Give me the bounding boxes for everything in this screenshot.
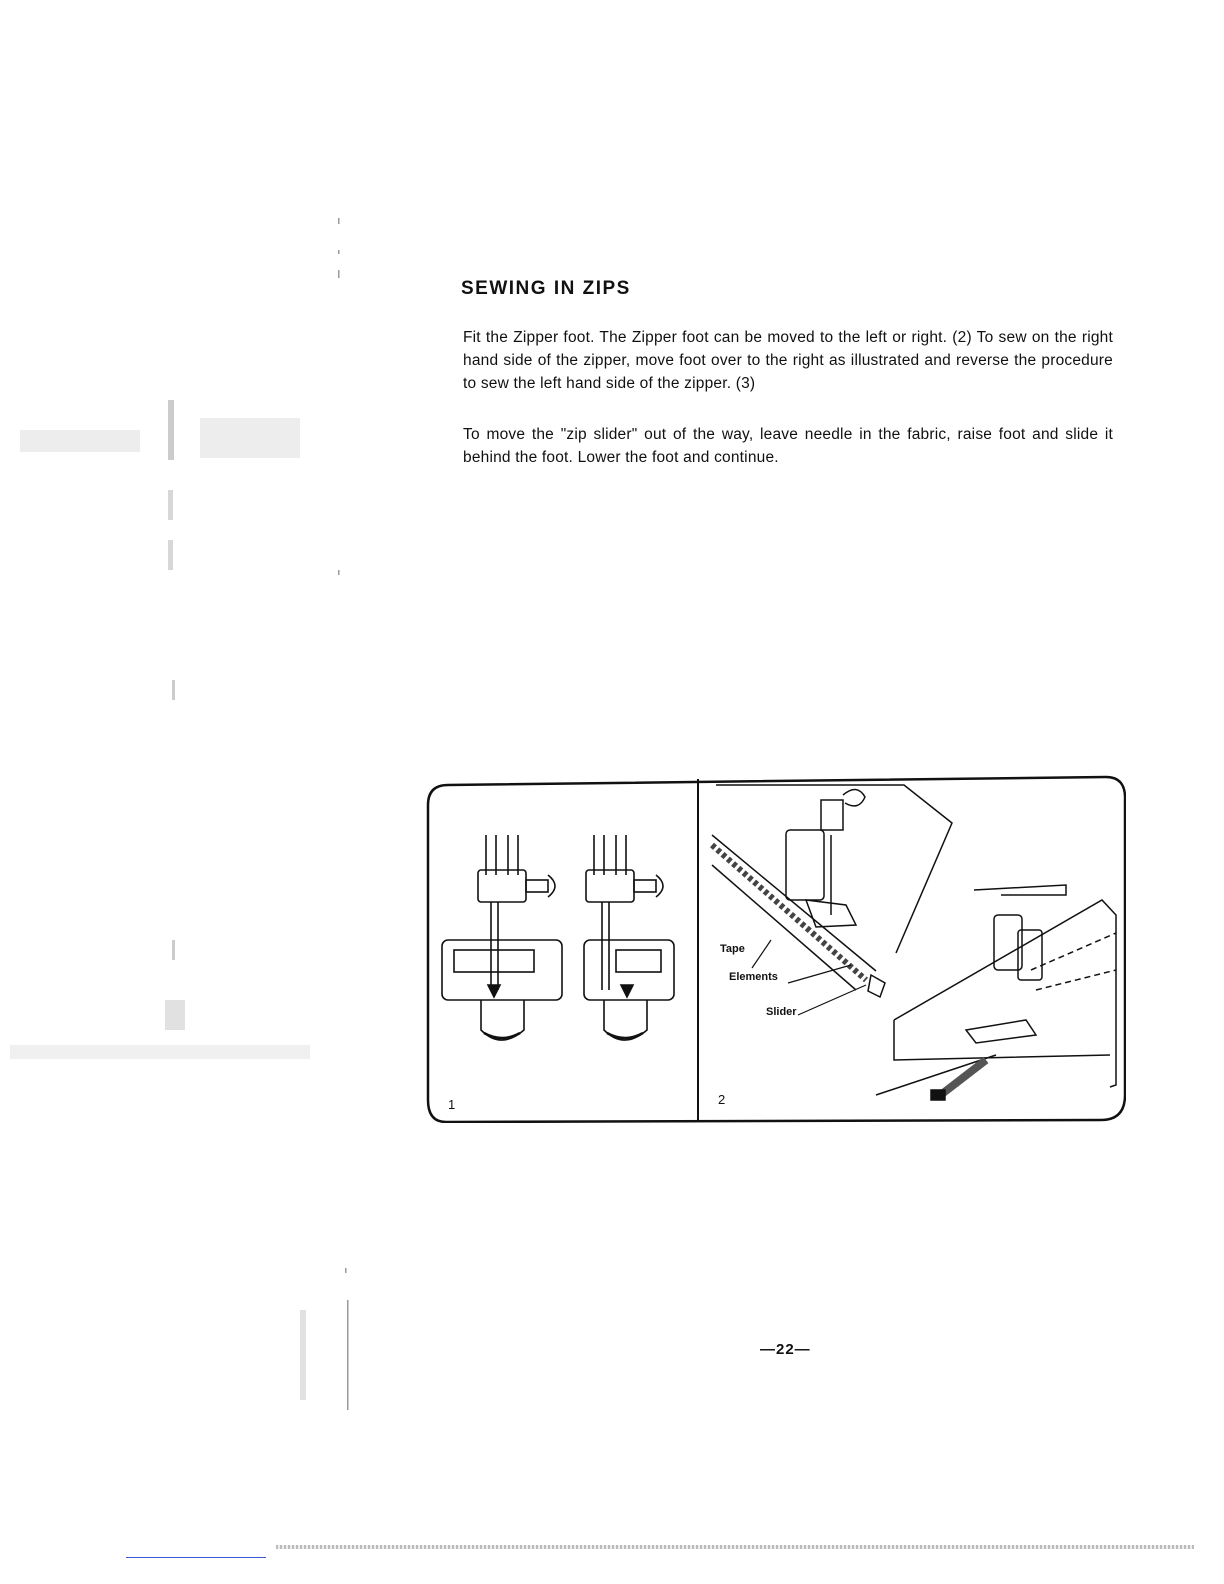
zipper-foot-right-position: [584, 835, 674, 1040]
scan-artefacts: [0, 0, 420, 1500]
callout-elements: Elements: [729, 971, 778, 983]
zipper-foot-left-position: [442, 835, 562, 1040]
panel-1-number: 1: [448, 1097, 456, 1112]
instruction-paragraph-2: To move the "zip slider" out of the way, leave needle in the fabric, raise foot and slide it behind the foot. Lower the foot and continue.: [463, 426, 1113, 466]
instruction-paragraph-1: Fit the Zipper foot. The Zipper foot can be moved to the left or right. (2) To sew on the right hand side of the zipper, move foot over to the right as illustrated and reverse the procedure to sew the left hand side of the zipper. (3): [463, 329, 1113, 392]
scan-blue-line: [126, 1557, 266, 1558]
figure-illustration: [426, 775, 1126, 1123]
zipper-sewing-illustration: [712, 785, 1116, 1100]
panel-2-number: 2: [718, 1092, 726, 1107]
scan-bottom-edge: [276, 1545, 1194, 1549]
section-heading: SEWING IN ZIPS: [461, 278, 631, 299]
callout-tape: Tape: [720, 943, 745, 955]
zipper-foot-figure: [426, 775, 1126, 1123]
page-number: —22—: [760, 1341, 811, 1358]
callout-slider: Slider: [766, 1006, 797, 1018]
